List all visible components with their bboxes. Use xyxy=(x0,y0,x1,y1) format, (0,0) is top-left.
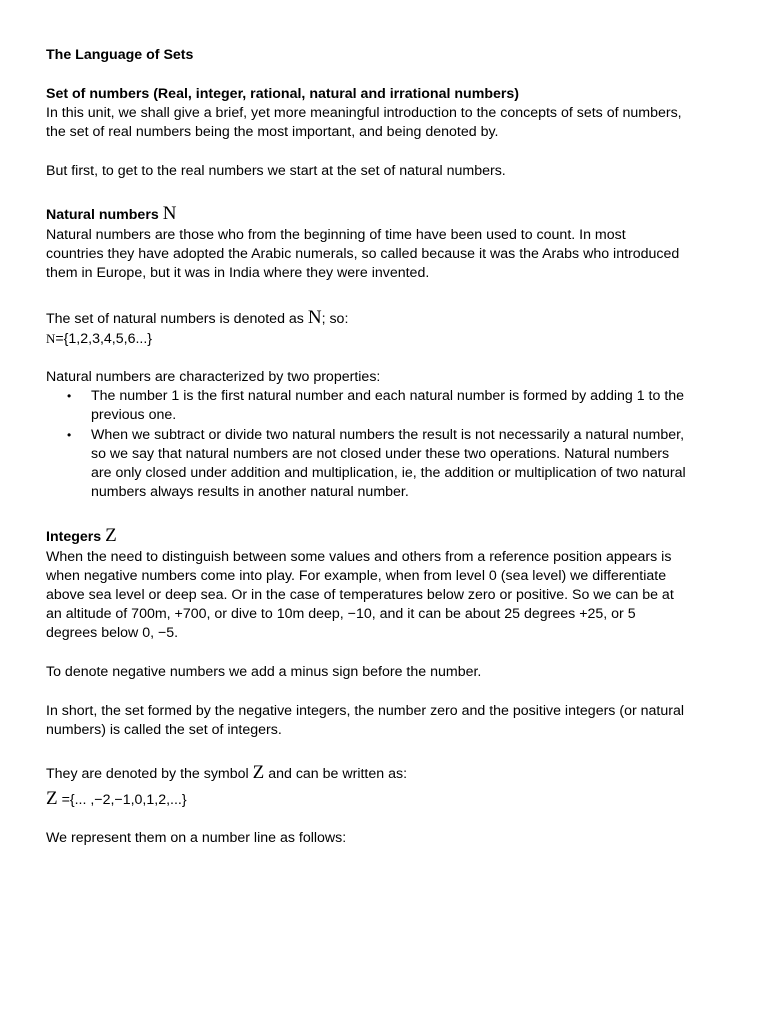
integers-desc-line-3: above sea level or deep sea. Or in the case of temperatures below zero or positive. So we can be at xyxy=(46,587,674,603)
natural-formula: ={1,2,3,4,5,6...} xyxy=(55,331,153,347)
integers-desc-line-4: an altitude of 700m, +700, or dive to 10m deep, −10, and it can be about 25 degrees +25, or 5 xyxy=(46,606,636,622)
intro-line-2: the set of real numbers being the most important, and being denoted by. xyxy=(46,124,499,140)
properties-intro: Natural numbers are characterized by two properties: xyxy=(46,369,381,385)
bullet2-line-3: are only closed under addition and multiplication, ie, the addition or multiplication of two natural xyxy=(91,465,686,481)
natural-set-post: ; so: xyxy=(321,311,349,327)
integers-formula-row xyxy=(46,789,187,810)
bullet-icon: • xyxy=(67,428,72,442)
natural-set-row xyxy=(46,308,348,329)
integers-heading-row xyxy=(46,526,117,547)
integers-formula: ={... ,−2,−1,0,1,2,...} xyxy=(61,792,187,808)
first-paragraph: But first, to get to the real numbers we start at the set of natural numbers. xyxy=(46,163,506,179)
integers-formula-symbol: Z xyxy=(46,788,58,809)
denoted-row xyxy=(46,763,407,784)
natural-formula-symbol: N xyxy=(46,331,56,346)
denoted-post: and can be written as: xyxy=(268,766,408,782)
number-line-intro: We represent them on a number line as follows: xyxy=(46,830,347,846)
denoted-symbol: Z xyxy=(252,762,265,783)
document-title: The Language of Sets xyxy=(46,47,194,63)
minus-sign-paragraph: To denote negative numbers we add a minus sign before the number. xyxy=(46,664,482,680)
natural-formula-row xyxy=(46,329,152,349)
integers-heading: Integers xyxy=(46,529,102,545)
denoted-text: They are denoted by the symbol xyxy=(46,766,249,782)
bullet1-line-2: previous one. xyxy=(91,407,177,423)
integers-desc-line-2: when negative numbers come into play. For example, when from level 0 (sea level) we differentiate xyxy=(46,568,667,584)
natural-desc-line-3: them in Europe, but it was in India where they were invented. xyxy=(46,265,430,281)
natural-set-text: The set of natural numbers is denoted as xyxy=(46,311,304,327)
natural-desc-line-2: countries they have adopted the Arabic numerals, so called because it was the Arabs who introduced xyxy=(46,246,680,262)
bullet2-line-2: so we say that natural numbers are not closed under these two operations. Natural numbers xyxy=(91,446,670,462)
natural-symbol: N xyxy=(162,203,177,224)
natural-set-symbol: N xyxy=(307,307,322,328)
integers-desc-line-1: When the need to distinguish between some values and others from a reference position appears is xyxy=(46,549,672,565)
bullet1-line-1: The number 1 is the first natural number and each natural number is formed by adding 1 to the xyxy=(91,388,685,404)
sets-heading: Set of numbers (Real, integer, rational, natural and irrational numbers) xyxy=(46,86,520,102)
bullet-icon: • xyxy=(67,389,72,403)
bullet2-line-1: When we subtract or divide two natural numbers the result is not necessarily a natural number, xyxy=(91,427,685,443)
integers-desc-line-5: degrees below 0, −5. xyxy=(46,625,179,641)
natural-desc-line-1: Natural numbers are those who from the beginning of time have been used to count. In most xyxy=(46,227,626,243)
intro-line-1: In this unit, we shall give a brief, yet more meaningful introduction to the concepts of sets of numbers, xyxy=(46,105,682,121)
natural-heading-row xyxy=(46,204,176,225)
natural-heading: Natural numbers xyxy=(46,207,159,223)
short-line-1: In short, the set formed by the negative integers, the number zero and the positive integers (or natural xyxy=(46,703,685,719)
integers-symbol: Z xyxy=(105,525,117,546)
short-line-2: numbers) is called the set of integers. xyxy=(46,722,282,738)
bullet2-line-4: numbers always results in another natural number. xyxy=(91,484,409,500)
